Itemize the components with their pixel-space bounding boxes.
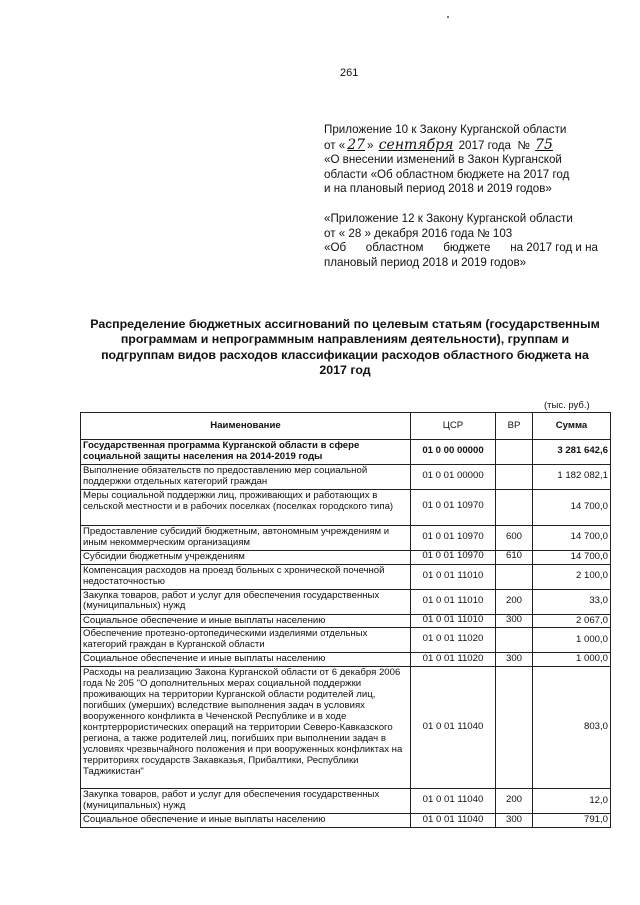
handwritten-month: сентября	[378, 136, 454, 153]
document-title	[80, 317, 610, 378]
row-vr	[496, 489, 533, 525]
row-csr: 01 0 01 11010	[411, 564, 496, 589]
appendix-new-header	[324, 123, 569, 197]
row-name: Социальное обеспечение и иные выплаты населению	[81, 614, 411, 628]
header-sum: Сумма	[533, 413, 611, 440]
old-line3-word: на 2017 год и на	[510, 241, 598, 255]
row-sum: 1 000,0	[533, 628, 611, 653]
page-number: 261	[340, 67, 359, 79]
row-csr: 01 0 00 00000	[411, 440, 496, 465]
row-vr	[496, 440, 533, 465]
row-csr: 01 0 01 11010	[411, 589, 496, 614]
row-sum: 2 067,0	[533, 614, 611, 628]
row-sum: 803,0	[533, 667, 611, 789]
appendix-old-line4: плановый период 2018 и 2019 годов»	[324, 255, 527, 269]
row-csr: 01 0 01 11040	[411, 789, 496, 814]
table-row	[81, 628, 611, 653]
units-label: (тыс. руб.)	[544, 400, 590, 411]
table-header-row	[81, 413, 611, 440]
row-sum: 14 700,0	[533, 550, 611, 564]
appendix-old-line3	[324, 241, 598, 256]
old-line3-word: бюджете	[443, 241, 491, 255]
row-vr	[496, 628, 533, 653]
row-vr: 300	[496, 614, 533, 628]
appendix-new-line1: Приложение 10 к Закону Курганской области	[324, 123, 567, 136]
row-sum: 1 182 082,1	[533, 464, 611, 489]
appendix-new-line2	[324, 138, 569, 154]
appendix-old-line2: от « 28 » декабря 2016 года № 103	[324, 226, 513, 240]
row-sum: 33,0	[533, 589, 611, 614]
row-csr: 01 0 01 11020	[411, 653, 496, 667]
row-name: Субсидии бюджетным учреждениям	[81, 550, 411, 564]
budget-table	[80, 412, 611, 828]
row-vr	[496, 464, 533, 489]
table-row	[81, 667, 611, 789]
row-vr: 200	[496, 789, 533, 814]
row-csr: 01 0 01 10970	[411, 525, 496, 550]
appendix-new-line3: «О внесении изменений в Закон Курганской	[324, 153, 562, 167]
old-line3-word: областном	[365, 241, 424, 255]
number-label: №	[517, 138, 530, 152]
table-row	[81, 550, 611, 564]
row-sum: 3 281 642,6	[533, 440, 611, 465]
row-sum: 14 700,0	[533, 525, 611, 550]
row-name: Государственная программа Курганской области в сфере социальной защиты населения на 2014-2019 годы	[81, 440, 411, 465]
old-line3-word: «Об	[324, 241, 347, 255]
row-csr: 01 0 01 10970	[411, 550, 496, 564]
row-sum: 12,0	[533, 789, 611, 814]
row-csr: 01 0 01 11040	[411, 667, 496, 789]
row-name: Меры социальной поддержки лиц, проживающих и работающих в сельской местности и в рабочих поселках (поселках городского типа)	[81, 489, 411, 525]
table-row	[81, 564, 611, 589]
appendix-old-line1: «Приложение 12 к Закону Курганской области	[324, 212, 573, 225]
title-line1: Распределение бюджетных ассигнований по целевым статьям (государственным	[90, 317, 600, 331]
appendix-new-line5: и на плановый период 2018 и 2019 годов»	[324, 182, 552, 196]
date-prefix: от «	[324, 138, 346, 152]
scan-speck	[447, 16, 449, 18]
row-name: Закупка товаров, работ и услуг для обеспечения государственных (муниципальных) нужд	[81, 789, 411, 814]
date-sep: »	[367, 138, 374, 152]
row-vr: 600	[496, 525, 533, 550]
title-line3: подгруппам видов расходов классификации расходов областного бюджета на	[101, 347, 589, 362]
row-name: Социальное обеспечение и иные выплаты населению	[81, 653, 411, 667]
row-sum: 1 000,0	[533, 653, 611, 667]
row-name: Предоставление субсидий бюджетным, автономным учреждениям и иным некоммерческим организациям	[81, 525, 411, 550]
row-name: Социальное обеспечение и иные выплаты населению	[81, 814, 411, 828]
title-line4: 2017 год	[319, 362, 371, 377]
appendix-old-header	[324, 212, 598, 270]
date-year: 2017 года	[458, 138, 512, 152]
table-row	[81, 440, 611, 465]
handwritten-number: 75	[535, 136, 553, 153]
table-row	[81, 653, 611, 667]
row-sum: 2 100,0	[533, 564, 611, 589]
row-csr: 01 0 01 00000	[411, 464, 496, 489]
row-vr: 200	[496, 589, 533, 614]
row-csr: 01 0 01 11020	[411, 628, 496, 653]
table-row	[81, 464, 611, 489]
appendix-new-line4: области «Об областном бюджете на 2017 год	[324, 167, 570, 181]
header-vr: ВР	[496, 413, 533, 440]
row-name: Обеспечение протезно-ортопедическими изделиями отдельных категорий граждан в Курганской области	[81, 628, 411, 653]
row-sum: 791,0	[533, 814, 611, 828]
row-sum: 14 700,0	[533, 489, 611, 525]
row-csr: 01 0 01 11010	[411, 614, 496, 628]
table-row	[81, 814, 611, 828]
table-row	[81, 589, 611, 614]
row-vr: 300	[496, 814, 533, 828]
handwritten-day: 27	[347, 136, 366, 153]
table-row	[81, 489, 611, 525]
row-name: Расходы на реализацию Закона Курганской области от 6 декабря 2006 года № 205 "О дополнительных мерах социальной поддержки проживающих на территории Курганской области родителей лиц, погибших (умерших) вследствие выполнения задач в условиях вооруженного конфликта в Чеченской Республике и в ходе контртеррористических операций на территории Северо-Кавказского региона, а также родителей лиц, погибших при выполнении задач в условиях чрезвычайного положения и при вооруженных конфликтах на территориях государств Закавказья, Прибалтики, Республики Таджикистан"	[81, 667, 411, 789]
header-name: Наименование	[81, 413, 411, 440]
row-csr: 01 0 01 11040	[411, 814, 496, 828]
title-line2: программам и непрограммным направлениям деятельности), группам и	[120, 332, 570, 347]
row-csr: 01 0 01 10970	[411, 489, 496, 525]
row-vr	[496, 667, 533, 789]
row-name: Выполнение обязательств по предоставлению мер социальной поддержки отдельных категорий граждан	[81, 464, 411, 489]
row-vr: 300	[496, 653, 533, 667]
table-row	[81, 789, 611, 814]
table-row	[81, 525, 611, 550]
row-vr	[496, 564, 533, 589]
table-row	[81, 614, 611, 628]
row-vr: 610	[496, 550, 533, 564]
row-name: Закупка товаров, работ и услуг для обеспечения государственных (муниципальных) нужд	[81, 589, 411, 614]
row-name: Компенсация расходов на проезд больных с хронической почечной недостаточностью	[81, 564, 411, 589]
header-csr: ЦСР	[411, 413, 496, 440]
